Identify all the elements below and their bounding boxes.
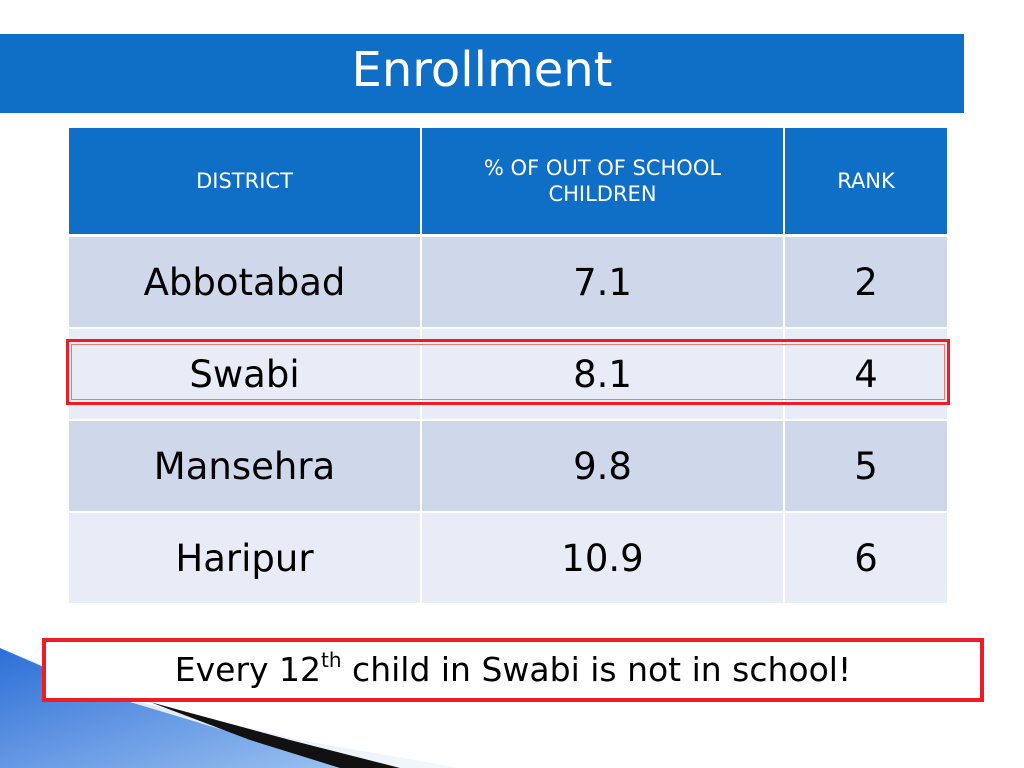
district-cell: Mansehra bbox=[69, 420, 421, 512]
percent-cell: 8.1 bbox=[421, 328, 784, 420]
rank-cell: 2 bbox=[784, 236, 947, 329]
callout-text-end: child in Swabi is not in school! bbox=[341, 650, 852, 689]
slide-title: Enrollment bbox=[351, 42, 613, 98]
rank-cell: 6 bbox=[784, 512, 947, 604]
callout-superscript: th bbox=[321, 648, 342, 672]
table-row bbox=[69, 420, 947, 512]
table-row bbox=[69, 512, 947, 604]
header-percent-out-of-school: % OF OUT OF SCHOOL CHILDREN bbox=[421, 128, 784, 236]
callout-text-start: Every 12 bbox=[174, 650, 322, 689]
table-row bbox=[69, 236, 947, 329]
table-header-row bbox=[69, 128, 947, 236]
district-cell: Haripur bbox=[69, 512, 421, 604]
swabi-highlight-box bbox=[66, 339, 950, 405]
percent-cell: 7.1 bbox=[421, 236, 784, 329]
header-rank: RANK bbox=[784, 128, 947, 236]
district-cell: Swabi bbox=[69, 328, 421, 420]
rank-cell: 5 bbox=[784, 420, 947, 512]
header-district: DISTRICT bbox=[69, 128, 421, 236]
percent-cell: 10.9 bbox=[421, 512, 784, 604]
percent-cell: 9.8 bbox=[421, 420, 784, 512]
callout-box bbox=[42, 638, 984, 702]
district-cell: Abbotabad bbox=[69, 236, 421, 329]
rank-cell: 4 bbox=[784, 328, 947, 420]
title-bar bbox=[0, 34, 964, 113]
